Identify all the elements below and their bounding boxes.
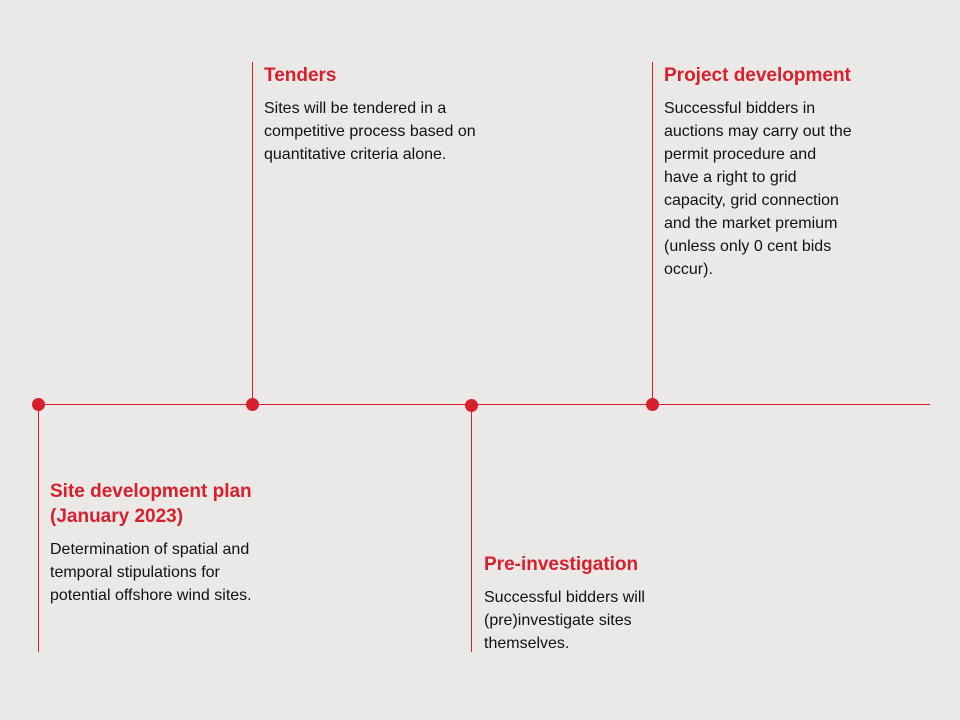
timeline-dot-site-development [32, 398, 45, 411]
milestone-title: Pre-investigation [484, 554, 639, 575]
milestone-description: Determination of spatial and temporal stipulations for potential offshore wind sites. [50, 541, 252, 604]
connector-tenders [252, 62, 253, 404]
milestone-project-development [664, 63, 854, 281]
timeline-dot-tenders [246, 398, 259, 411]
milestone-description: Successful bidders will (pre)investigate sites themselves. [484, 589, 645, 652]
milestone-description: Successful bidders in auctions may carry out the permit procedure and have a right to grid capacity, grid connection and the market premium (unless only 0 cent bids occur). [664, 100, 852, 278]
milestone-tenders [264, 63, 499, 166]
connector-project-development [652, 62, 653, 404]
timeline-axis [38, 404, 930, 405]
milestone-site-development [50, 479, 255, 607]
milestone-title: Tenders [264, 65, 337, 86]
connector-site-development [38, 404, 39, 652]
milestone-pre-investigation [484, 552, 674, 655]
timeline-dot-project-development [646, 398, 659, 411]
milestone-title: Project development [664, 65, 851, 86]
milestone-title: Site development plan (January 2023) [50, 481, 252, 527]
timeline-dot-pre-investigation [465, 399, 478, 412]
connector-pre-investigation [471, 404, 472, 652]
milestone-description: Sites will be tendered in a competitive process based on quantitative criteria alone. [264, 100, 476, 163]
